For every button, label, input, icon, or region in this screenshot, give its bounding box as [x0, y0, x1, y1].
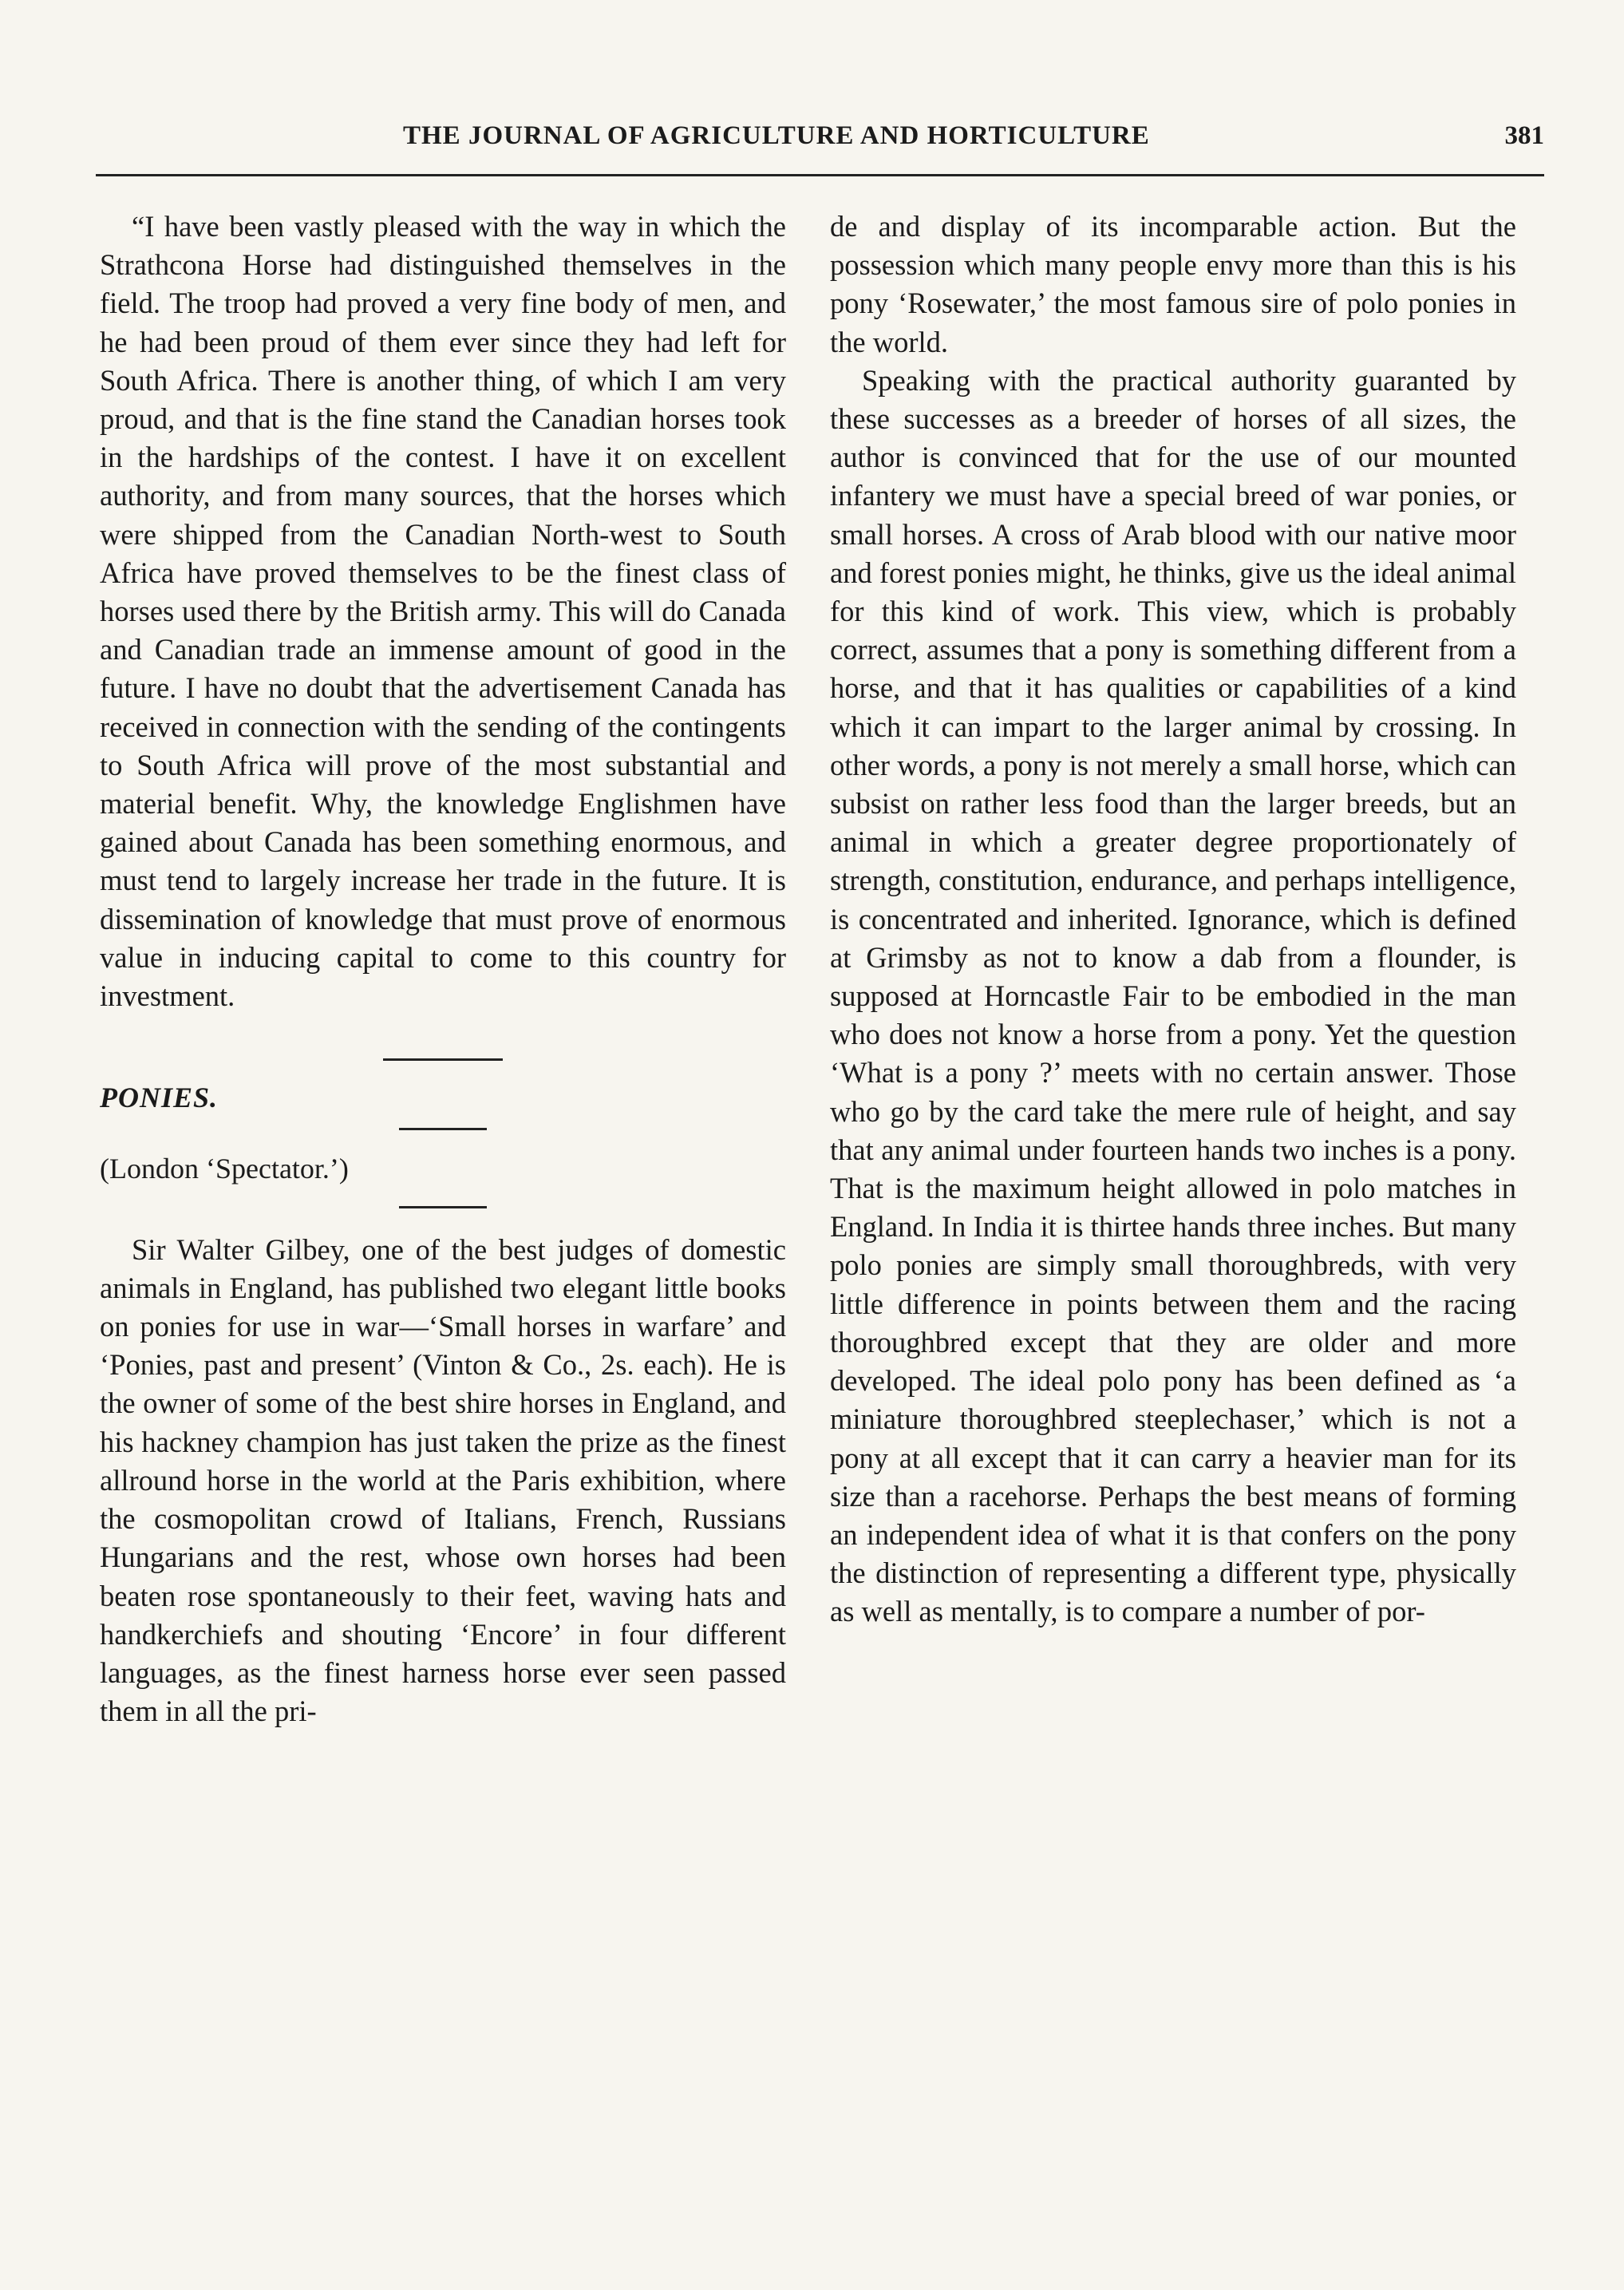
running-header — [96, 121, 1544, 169]
continuation-paragraph: de and display of its incomparable action. But the possession which many people envy more than this is his pony ‘Rosewater,’ the most famous sire of polo ponies in the world. — [830, 210, 1516, 358]
quote-paragraph: “I have been vastly pleased with the way in which the Strathcona Horse had distinguished themselves in the field. The troop had proved a very fine body of men, and he had been proud of them ever since they had left for South Africa. There is another thing, of which I am very proud, and that is the fine stand the Canadian horses took in the hardships of the contest. I have it on excellent authority, and from many sources, that the horses which were shipped from the Canadian North-west to South Africa have proved themselves to be the finest class of horses used there by the British army. This will do Canada and Canadian trade an immense amount of good in the future. I have no doubt that the advertisement Canada has received in connection with the sending of the contingents to South Africa will prove of the most substantial and material benefit. Why, the knowledge Englishmen have gained about Canada has been something enormous, and must tend to largely increase her trade in the future. It is dissemination of knowledge that must prove of enormous value in inducing capital to come to this country for investment. — [100, 210, 786, 1013]
section-title: PONIES. — [100, 1082, 219, 1114]
right-column — [830, 208, 1516, 1631]
article-paragraph: Sir Walter Gilbey, one of the best judges of domestic animals in England, has published two elegant little books on ponies for use in war—‘Small horses in warfare’ and ‘Ponies, past and present’ (Vinton & Co., 2s. each). He is the owner of some of the best shire horses in England, and his hackney champion has just taken the prize as the finest allround horse in the world at the Paris exhibition, where the cosmopolitan crowd of Italians, French, Russians Hungarians and the rest, whose own horses had been beaten rose spontaneously to their feet, waving hats and handkerchiefs and shouting ‘Encore’ in four different languages, as the finest harness horse ever seen passed them in all the pri- — [100, 1232, 786, 1728]
left-column — [100, 208, 786, 1730]
body-paragraph: Speaking with the practical authority guaranted by these successes as a breeder of horses of all sizes, the author is convinced that for the use of our mounted infantery we must have a special breed of war ponies, or small horses. A cross of Arab blood with our native moor and forest ponies might, he thinks, give us the ideal animal for this kind of work. This view, which is probably correct, assumes that a pony is something different from a horse, and that it has qualities or capabilities of a kind which it can impart to the larger animal by crossing. In other words, a pony is not merely a small horse, which can subsist on rather less food than the larger breeds, but an animal in which a greater degree proportionately of strength, constitution, endurance, and perhaps intelligence, is concentrated and inherited. Ignorance, which is defined at Grimsby as not to know a dab from a flounder, is supposed at Horncastle Fair to be embodied in the man who does not know a horse from a pony. Yet the question ‘What is a pony ?’ meets with no certain answer. Those who go by the card take the mere rule of height, and say that any animal under fourteen hands two inches is a pony. That is the maximum height allowed in polo matches in England. In India it is thirtee hands three inches. But many polo ponies are simply small thoroughbreds, with very little difference in points between them and the racing thoroughbred except that they are older and more developed. The ideal polo pony has been defined as ‘a miniature thoroughbred steeplechaser,’ which is not a pony at all except that it can carry a heavier man for its size than a racehorse. Perhaps the best means of forming an independent idea of what it is that confers on the pony the distinction of representing a different type, physically as well as mentally, is to compare a number of por- — [830, 363, 1516, 1628]
source-attribution: (London ‘Spectator.’) — [100, 1153, 349, 1185]
page-number: 381 — [1504, 121, 1544, 150]
section-divider-bottom — [399, 1206, 487, 1208]
section-divider-middle — [399, 1128, 487, 1130]
header-rule — [96, 174, 1544, 176]
journal-title: THE JOURNAL OF AGRICULTURE AND HORTICULTURE — [403, 121, 1150, 150]
section-divider-top — [383, 1058, 503, 1061]
